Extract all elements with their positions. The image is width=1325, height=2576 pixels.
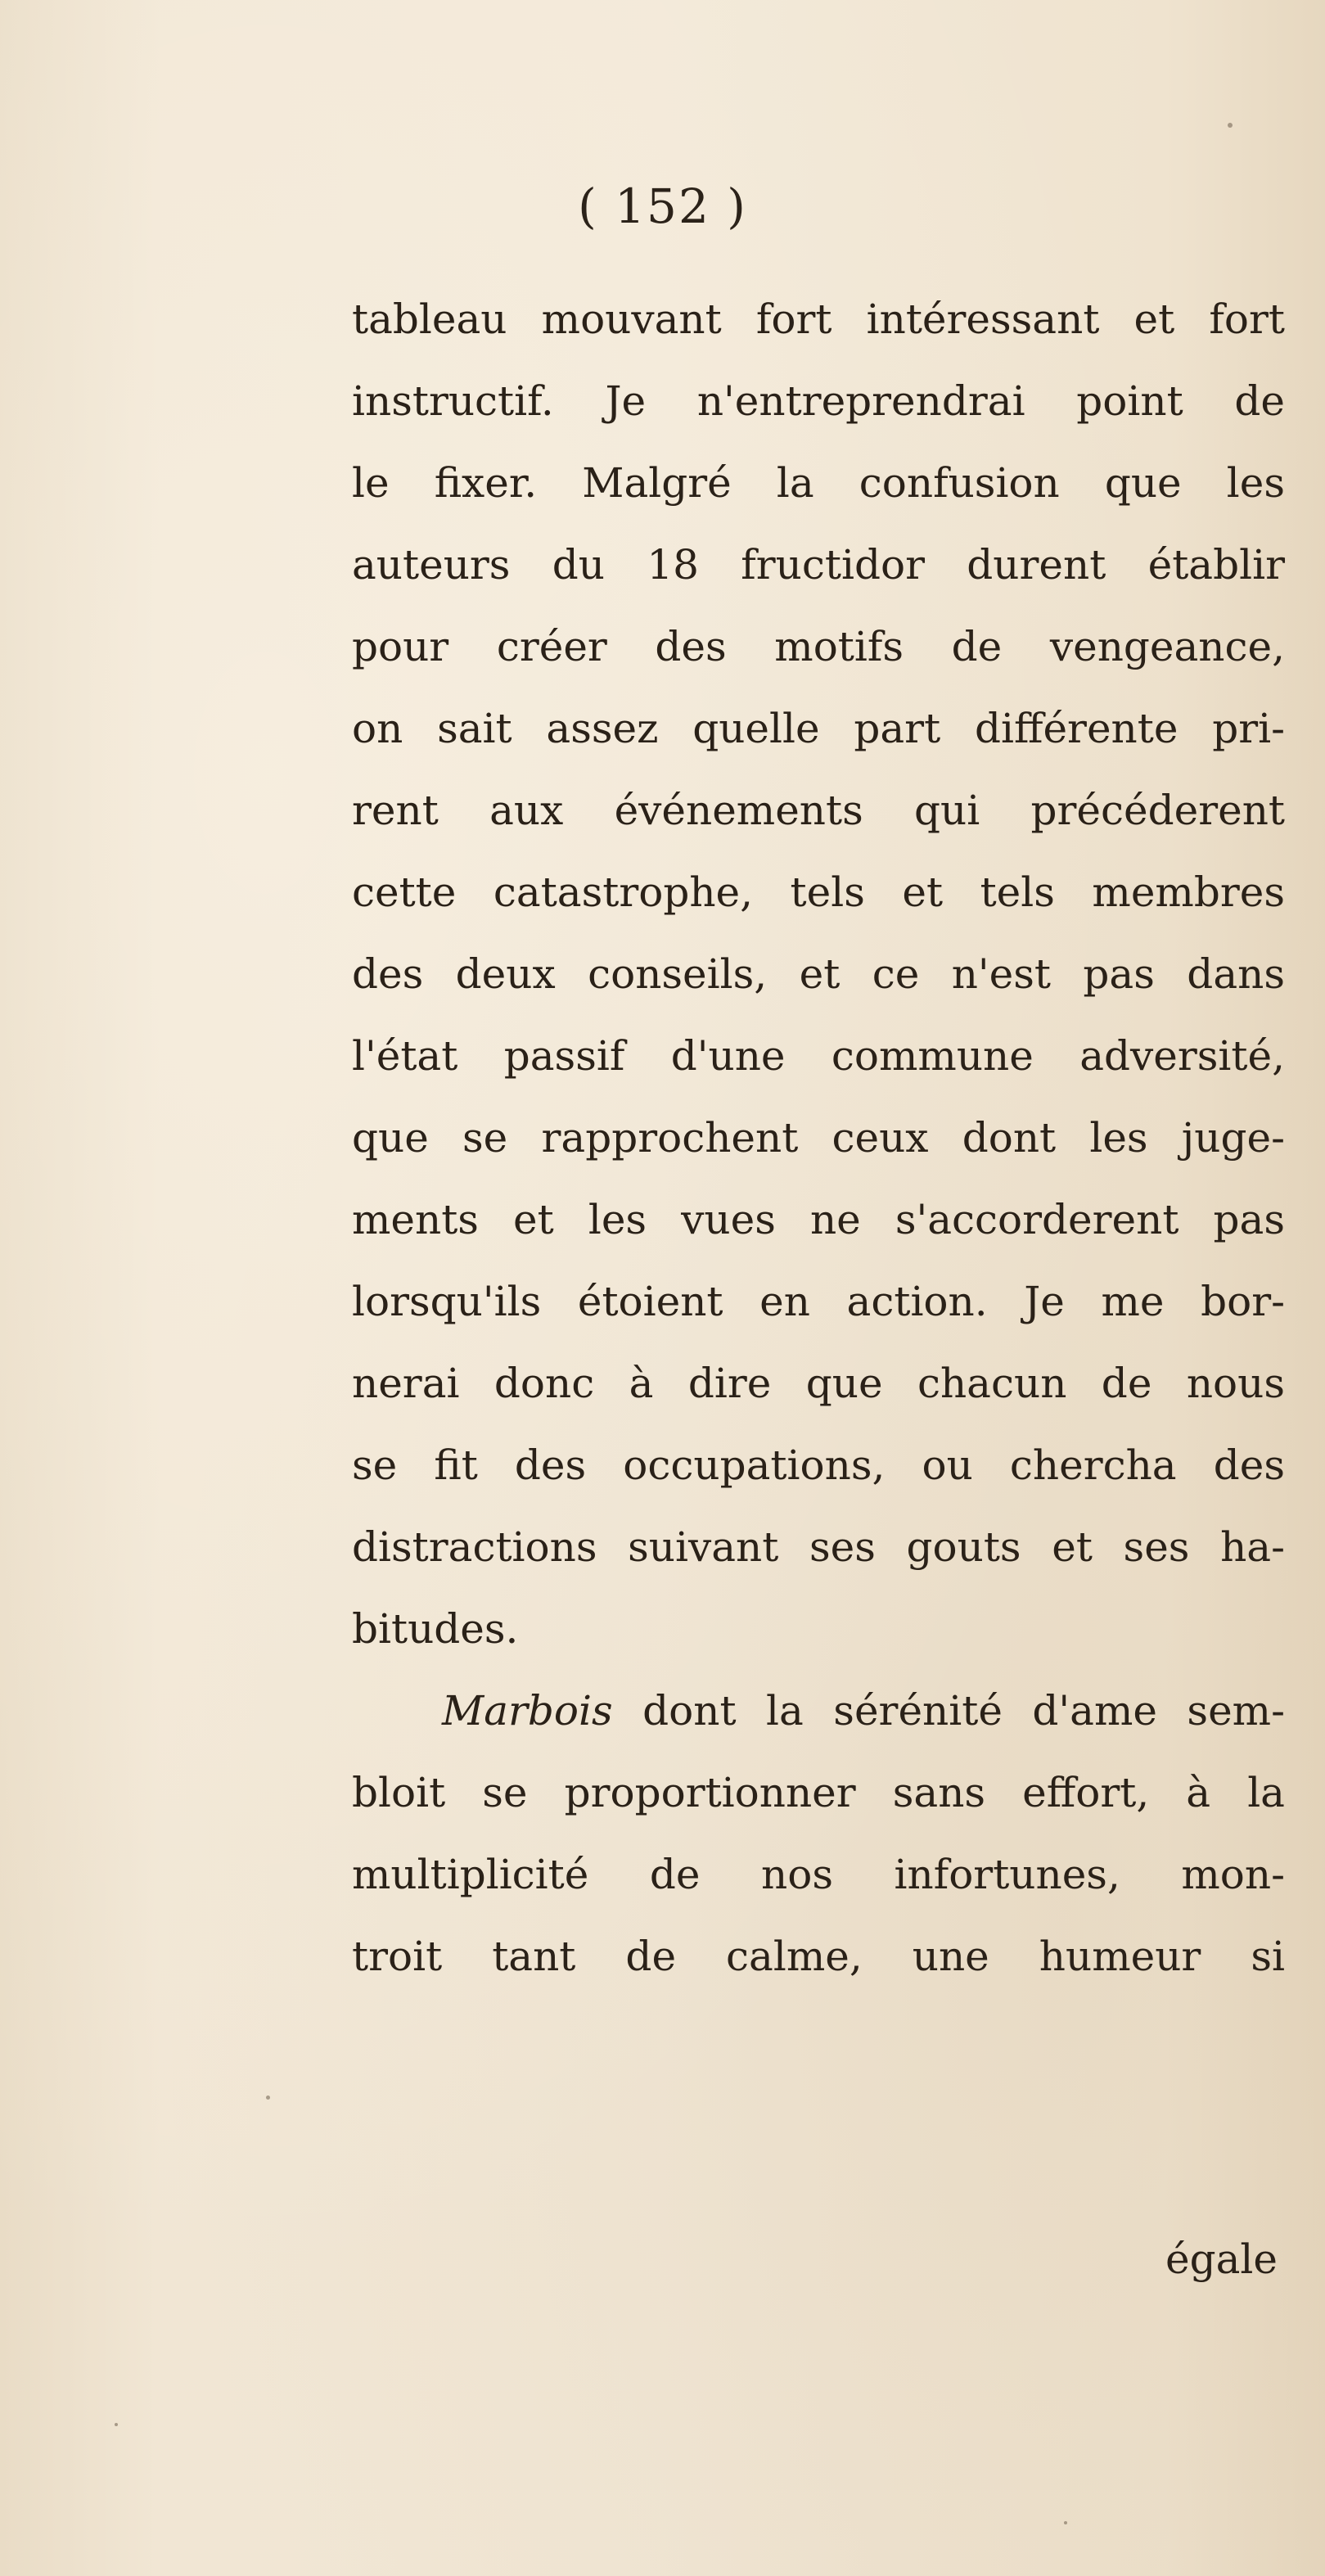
text-line: ments et les vues ne s'accorderent pas: [352, 1196, 1285, 1243]
paragraph-first-line: [352, 1670, 1285, 1752]
text-line: nerai donc à dire que chacun de nous: [352, 1360, 1285, 1407]
page-number: ( 152 ): [578, 178, 747, 234]
text-line: bitudes.: [352, 1605, 519, 1653]
text-line: l'état passif d'une commune adversité,: [352, 1032, 1285, 1080]
text-line: se fit des occupations, ou chercha des: [352, 1441, 1285, 1489]
text-fragment: dont la sérénité d'ame sem-: [612, 1687, 1285, 1735]
text-line: lorsqu'ils étoient en action. Je me bor-: [352, 1278, 1285, 1325]
text-line: instructif. Je n'entreprendrai point de: [352, 377, 1285, 425]
paper-speck: [1064, 2521, 1067, 2524]
text-line: bloit se proportionner sans effort, à la: [352, 1769, 1285, 1816]
body-text: [352, 278, 1285, 1997]
text-line: troit tant de calme, une humeur si: [352, 1933, 1285, 1980]
text-line: rent aux événements qui précéderent: [352, 787, 1285, 834]
text-line: le fixer. Malgré la confusion que les: [352, 459, 1285, 507]
text-line: distractions suivant ses gouts et ses ha-: [352, 1523, 1285, 1571]
text-line: cette catastrophe, tels et tels membres: [352, 868, 1285, 916]
person-name: Marbois: [442, 1687, 613, 1735]
paper-speck: [266, 2096, 270, 2100]
text-line: on sait assez quelle part différente pri-: [352, 705, 1285, 752]
text-line: multiplicité de nos infortunes, mon-: [352, 1851, 1285, 1898]
text-line: tableau mouvant fort intéressant et fort: [352, 295, 1285, 343]
paper-speck: [115, 2423, 118, 2426]
text-line: auteurs du 18 fructidor durent établir: [352, 541, 1285, 589]
catchword: égale: [1165, 2235, 1278, 2283]
paper-speck: [1228, 123, 1233, 128]
text-line: pour créer des motifs de vengeance,: [352, 623, 1285, 670]
text-line: que se rapprochent ceux dont les juge-: [352, 1114, 1285, 1162]
text-line: des deux conseils, et ce n'est pas dans: [352, 950, 1285, 998]
